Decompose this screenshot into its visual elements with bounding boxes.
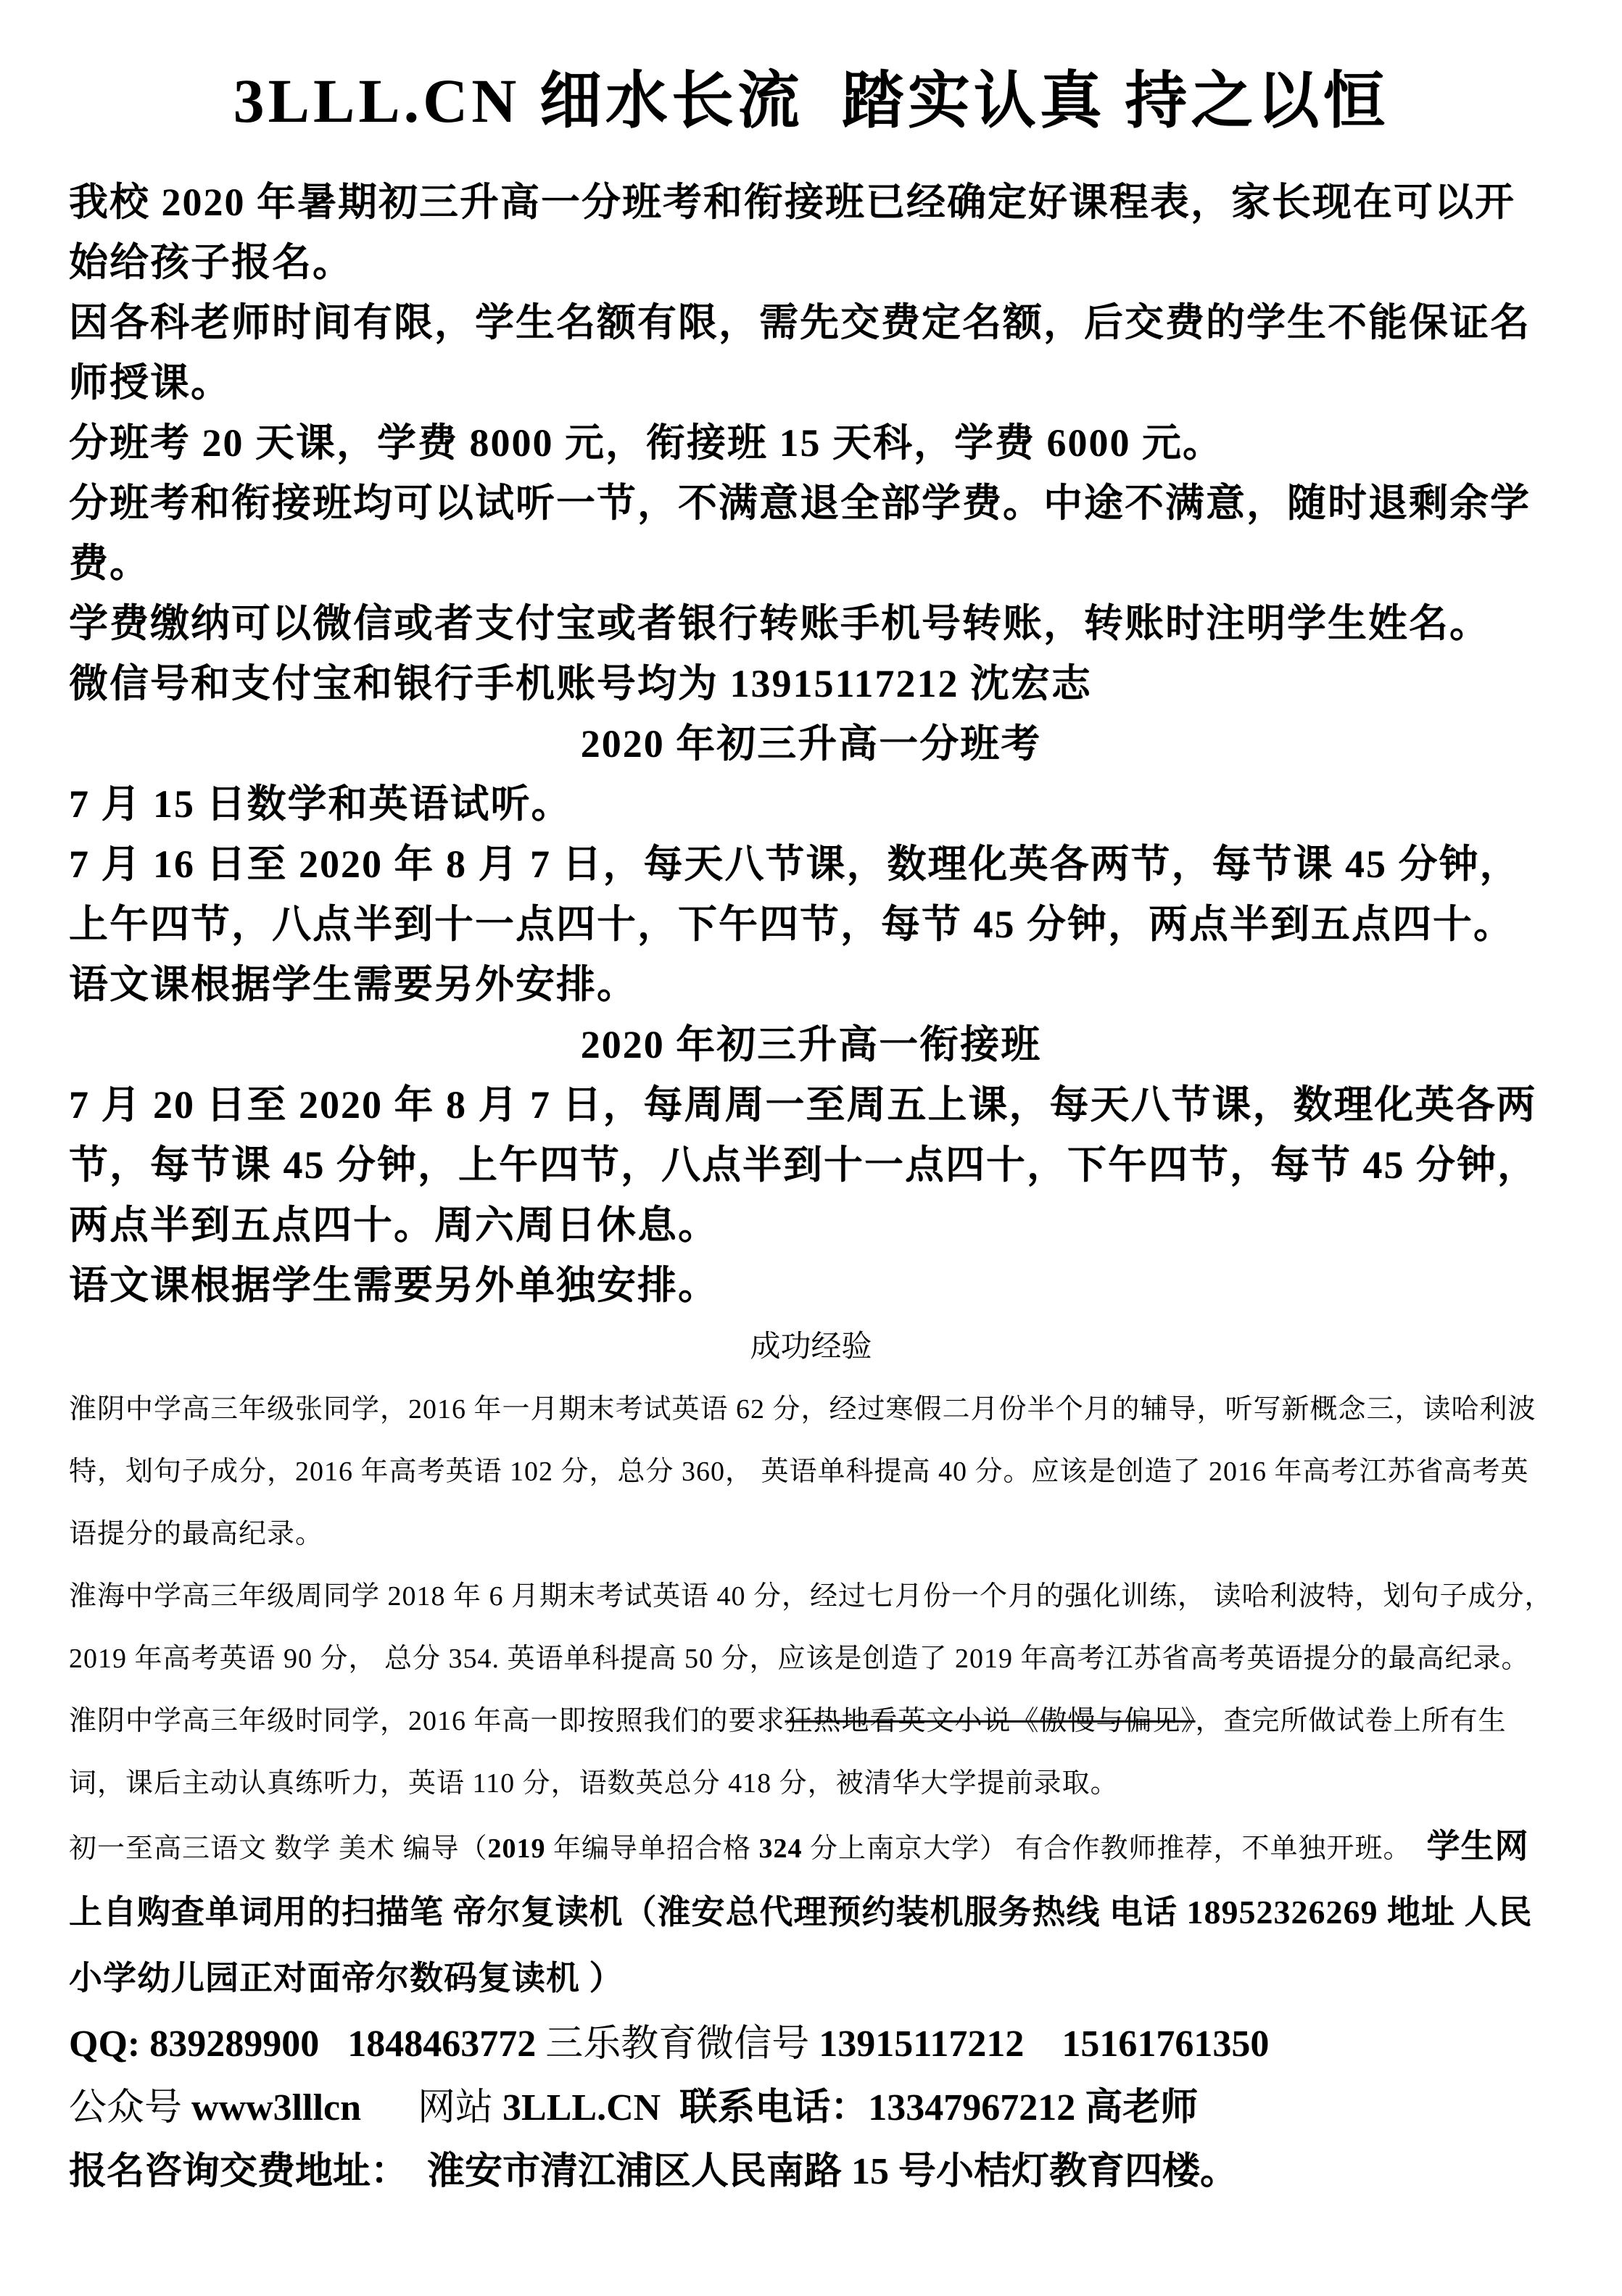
intro-paragraph-4: 分班考和衔接班均可以试听一节，不满意退全部学费。中途不满意，随时退剩余学费。 — [69, 481, 1531, 585]
public-account-label: 公众号 — [69, 2087, 192, 2129]
intro-paragraph-2: 因各科老师时间有限，学生名额有限，需先交费定名额，后交费的学生不能保证名师授课。 — [69, 301, 1531, 405]
qq-contact-line — [69, 2013, 1553, 2076]
phone-contact: 联系电话：13347967212 高老师 — [661, 2087, 1199, 2129]
placement-exam-line-1: 7 月 15 日数学和英语试听。 — [69, 782, 572, 826]
registration-address-line: 报名咨询交费地址： 淮安市清江浦区人民南路 15 号小桔灯教育四楼。 — [69, 2151, 1238, 2192]
success-story-3-pre: 淮阴中学高三年级时同学，2016 年高一即按照我们的要求 — [69, 1706, 785, 1736]
wechat-numbers: 13915117212 15161761350 — [819, 2023, 1270, 2065]
courses-paragraph — [69, 1815, 1553, 2013]
success-story-3-strikethrough: 狂热地看英文小说《傲慢与偏见》 — [785, 1706, 1196, 1736]
bridge-class-line-2: 语文课根据学生需要另外单独安排。 — [69, 1264, 719, 1307]
intro-paragraph-3: 分班考 20 天课，学费 8000 元，衔接班 15 天科，学费 6000 元。 — [69, 421, 1223, 465]
scanner-pen-notice: 学生网上自购查单词用的扫描笔 帝尔复读机（淮安总代理预约装机服务热线 电话 18952326269 地址 人民小学幼儿园正对面帝尔数码复读机 ） — [69, 1828, 1533, 1997]
courses-text-2: 年编导单招合格 — [545, 1833, 759, 1864]
placement-exam-line-2: 7 月 16 日至 2020 年 8 月 7 日，每天八节课，数理化英各两节，每节课 45 分钟，上午四节，八点半到十一点四十，下午四节，每节 45 分钟，两点半到五点四十。 — [69, 842, 1520, 946]
qq-numbers: QQ: 839289900 1848463772 — [69, 2023, 537, 2065]
success-story-2: 淮海中学高三年级周同学 2018 年 6 月期末考试英语 40 分，经过七月份一个月的强化训练， 读哈利波特，划句子成分，2019 年高考英语 90 分， 总分 354. 英语单科提高 50 分，应该是创造了 2019 年高考江苏省高考英语提分的最高纪录。 — [69, 1581, 1553, 1674]
bridge-class-line-1: 7 月 20 日至 2020 年 8 月 7 日，每周周一至周五上课，每天八节课，数理化英各两节，每节课 45 分钟，上午四节，八点半到十一点四十，下午四节，每节 45 分钟，两点半到五点四十。周六周日休息。 — [69, 1083, 1538, 1247]
section-heading-bridge-class: 2020 年初三升高一衔接班 — [580, 1023, 1042, 1066]
courses-text-1: 初一至高三语文 数学 美术 编导（ — [69, 1833, 488, 1864]
placement-exam-line-3: 语文课根据学生需要另外安排。 — [69, 963, 637, 1006]
courses-year-number: 2019 — [487, 1833, 546, 1864]
intro-paragraph-5: 学费缴纳可以微信或者支付宝或者银行转账手机号转账，转账时注明学生姓名。 — [69, 602, 1490, 645]
success-story-3 — [69, 1690, 1553, 1815]
courses-score-number: 324 — [758, 1833, 803, 1864]
intro-paragraph-1: 我校 2020 年暑期初三升高一分班考和衔接班已经确定好课程表，家长现在可以开始给孩子报名。 — [69, 181, 1515, 284]
courses-text-3: 分上南京大学） 有合作教师推荐，不单独开班。 — [802, 1833, 1427, 1864]
section-heading-placement-exam: 2020 年初三升高一分班考 — [580, 722, 1042, 766]
wechat-label: 三乐教育微信号 — [536, 2023, 819, 2065]
website-label: 网站 — [361, 2087, 503, 2129]
success-story-1: 淮阴中学高三年级张同学，2016 年一月期末考试英语 62 分，经过寒假二月份半个月的辅导，听写新概念三，读哈利波特，划句子成分，2016 年高考英语 102 分，总分 360， 英语单科提高 40 分。应该是创造了 2016 年高考江苏省高考英语提分的最高纪录。 — [69, 1394, 1536, 1549]
intro-paragraph-6: 微信号和支付宝和银行手机账号均为 13915117212 沈宏志 — [69, 662, 1093, 705]
page-title: 3LLL.CN 细水长流 踏实认真 持之以恒 — [233, 66, 1389, 136]
public-account-value: www3lllcn — [191, 2087, 362, 2129]
web-contact-line — [69, 2076, 1553, 2140]
success-stories-heading: 成功经验 — [750, 1330, 872, 1364]
website-value: 3LLL.CN — [502, 2087, 661, 2129]
success-story-3-post: ，查完所做试卷上所有生词，课后主动认真练听力，英语 110 分，语数英总分 418 分，被清华大学提前录取。 — [69, 1706, 1507, 1799]
